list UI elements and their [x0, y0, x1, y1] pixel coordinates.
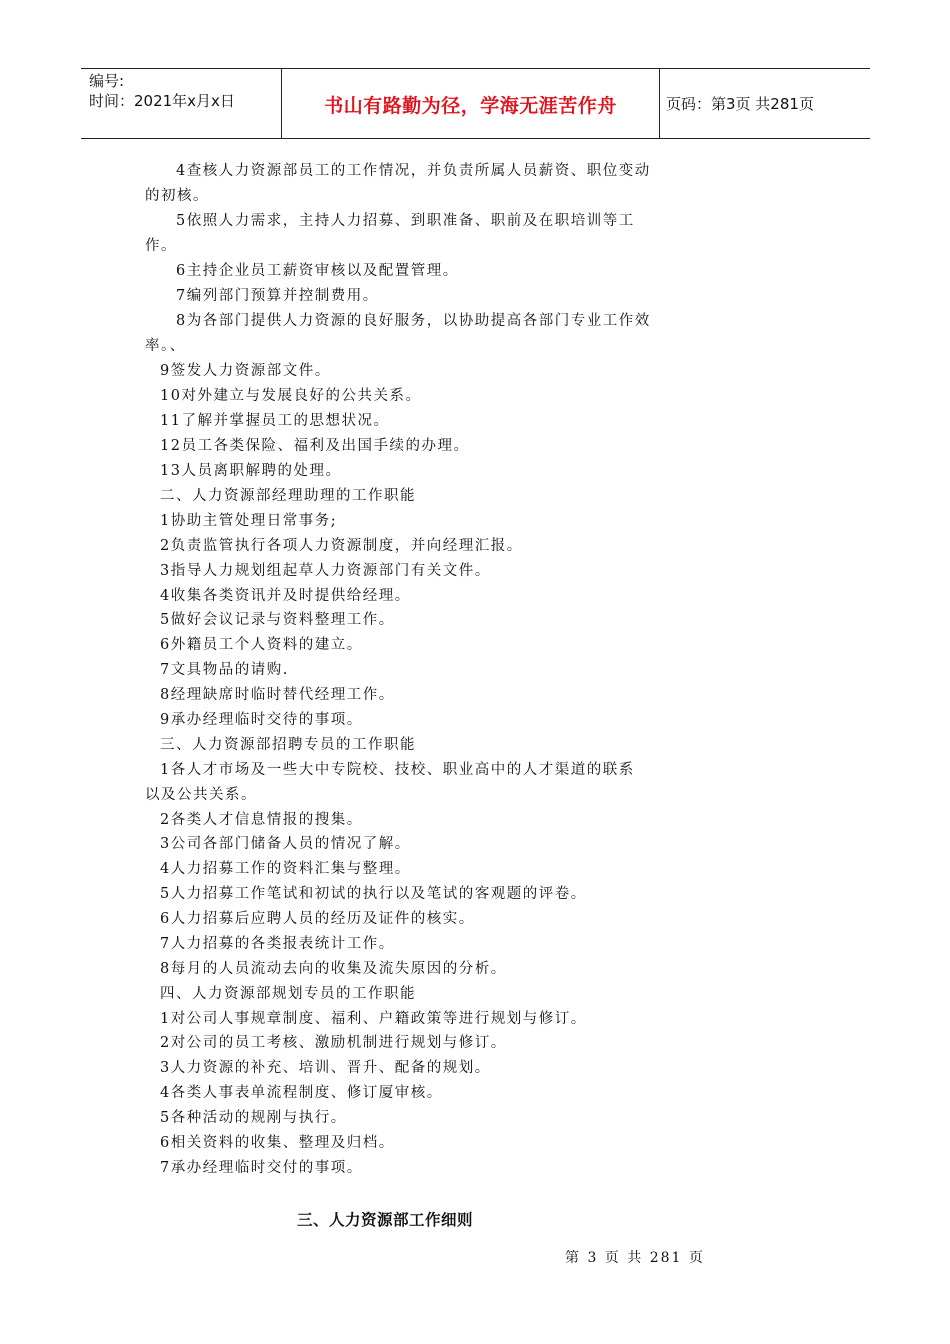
body-line: 8为各部门提供人力资源的良好服务，以协助提高各部门专业工作效	[176, 313, 651, 329]
body-line: 8经理缺席时临时替代经理工作。	[160, 687, 395, 703]
body-line: 3指导人力规划组起草人力资源部门有关文件。	[160, 563, 491, 579]
body-line: 4收集各类资讯并及时提供给经理。	[160, 588, 411, 604]
body-line: 12员工各类保险、福利及出国手续的办理。	[160, 438, 470, 454]
section-heading: 四、人力资源部规划专员的工作职能	[160, 986, 416, 1002]
body-line: 率。、	[145, 338, 186, 354]
body-line: 7编列部门预算并控制费用。	[176, 288, 379, 304]
page-footer: 第 3 页 共 281 页	[565, 1250, 705, 1266]
body-line: 1各人才市场及一些大中专院校、技校、职业高中的人才渠道的联系	[160, 762, 635, 778]
body-line: 以及公共关系。	[145, 787, 257, 803]
body-line: 9承办经理临时交待的事项。	[160, 712, 363, 728]
body-line: 作。	[145, 238, 177, 254]
body-line: 4查核人力资源部员工的工作情况，并负责所属人员薪资、职位变动	[176, 163, 651, 179]
document-number-label: 编号:	[89, 72, 125, 90]
body-line: 6人力招募后应聘人员的经历及证件的核实。	[160, 911, 475, 927]
body-line: 7人力招募的各类报表统计工作。	[160, 936, 395, 952]
body-line: 4人力招募工作的资料汇集与整理。	[160, 861, 411, 877]
body-line: 13人员离职解聘的处理。	[160, 463, 342, 479]
body-line: 2负责监管执行各项人力资源制度，并向经理汇报。	[160, 538, 523, 554]
body-line: 5依照人力需求，主持人力招募、到职准备、职前及在职培训等工	[176, 213, 635, 229]
body-line: 3人力资源的补充、培训、晋升、配备的规划。	[160, 1060, 491, 1076]
body-line: 9签发人力资源部文件。	[160, 363, 331, 379]
body-line: 7承办经理临时交付的事项。	[160, 1160, 363, 1176]
body-line: 1对公司人事规章制度、福利、户籍政策等进行规划与修订。	[160, 1011, 587, 1027]
section-title: 三、人力资源部工作细则	[297, 1211, 474, 1229]
body-line: 的初核。	[145, 188, 209, 204]
body-line: 6外籍员工个人资料的建立。	[160, 637, 363, 653]
section-heading: 二、人力资源部经理助理的工作职能	[160, 488, 416, 504]
body-line: 2各类人才信息情报的搜集。	[160, 812, 363, 828]
header-motto: 书山有路勤为径，学海无涯苦作舟	[324, 95, 617, 117]
body-line: 5各种活动的规剐与执行。	[160, 1110, 347, 1126]
body-line: 3公司各部门储备人员的情况了解。	[160, 836, 411, 852]
body-line: 5做好会议记录与资料整理工作。	[160, 612, 395, 628]
document-time-label: 时间：2021年x月x日	[89, 92, 235, 110]
section-heading: 三、人力资源部招聘专员的工作职能	[160, 737, 416, 753]
body-line: 11了解并掌握员工的思想状况。	[160, 413, 390, 429]
body-line: 1协助主管处理日常事务;	[160, 513, 338, 529]
body-line: 2对公司的员工考核、激励机制进行规划与修订。	[160, 1035, 507, 1051]
body-line: 8每月的人员流动去向的收集及流失原因的分析。	[160, 961, 507, 977]
body-line: 6主持企业员工薪资审核以及配置管理。	[176, 263, 459, 279]
body-line: 7文具物品的请购.	[160, 662, 289, 678]
body-line: 10对外建立与发展良好的公共关系。	[160, 388, 422, 404]
header-page-info: 页码：第3页 共281页	[666, 95, 814, 113]
body-line: 6相关资料的收集、整理及归档。	[160, 1135, 395, 1151]
body-line: 5人力招募工作笔试和初试的执行以及笔试的客观题的评卷。	[160, 886, 587, 902]
body-line: 4各类人事表单流程制度、修订厦审核。	[160, 1085, 443, 1101]
